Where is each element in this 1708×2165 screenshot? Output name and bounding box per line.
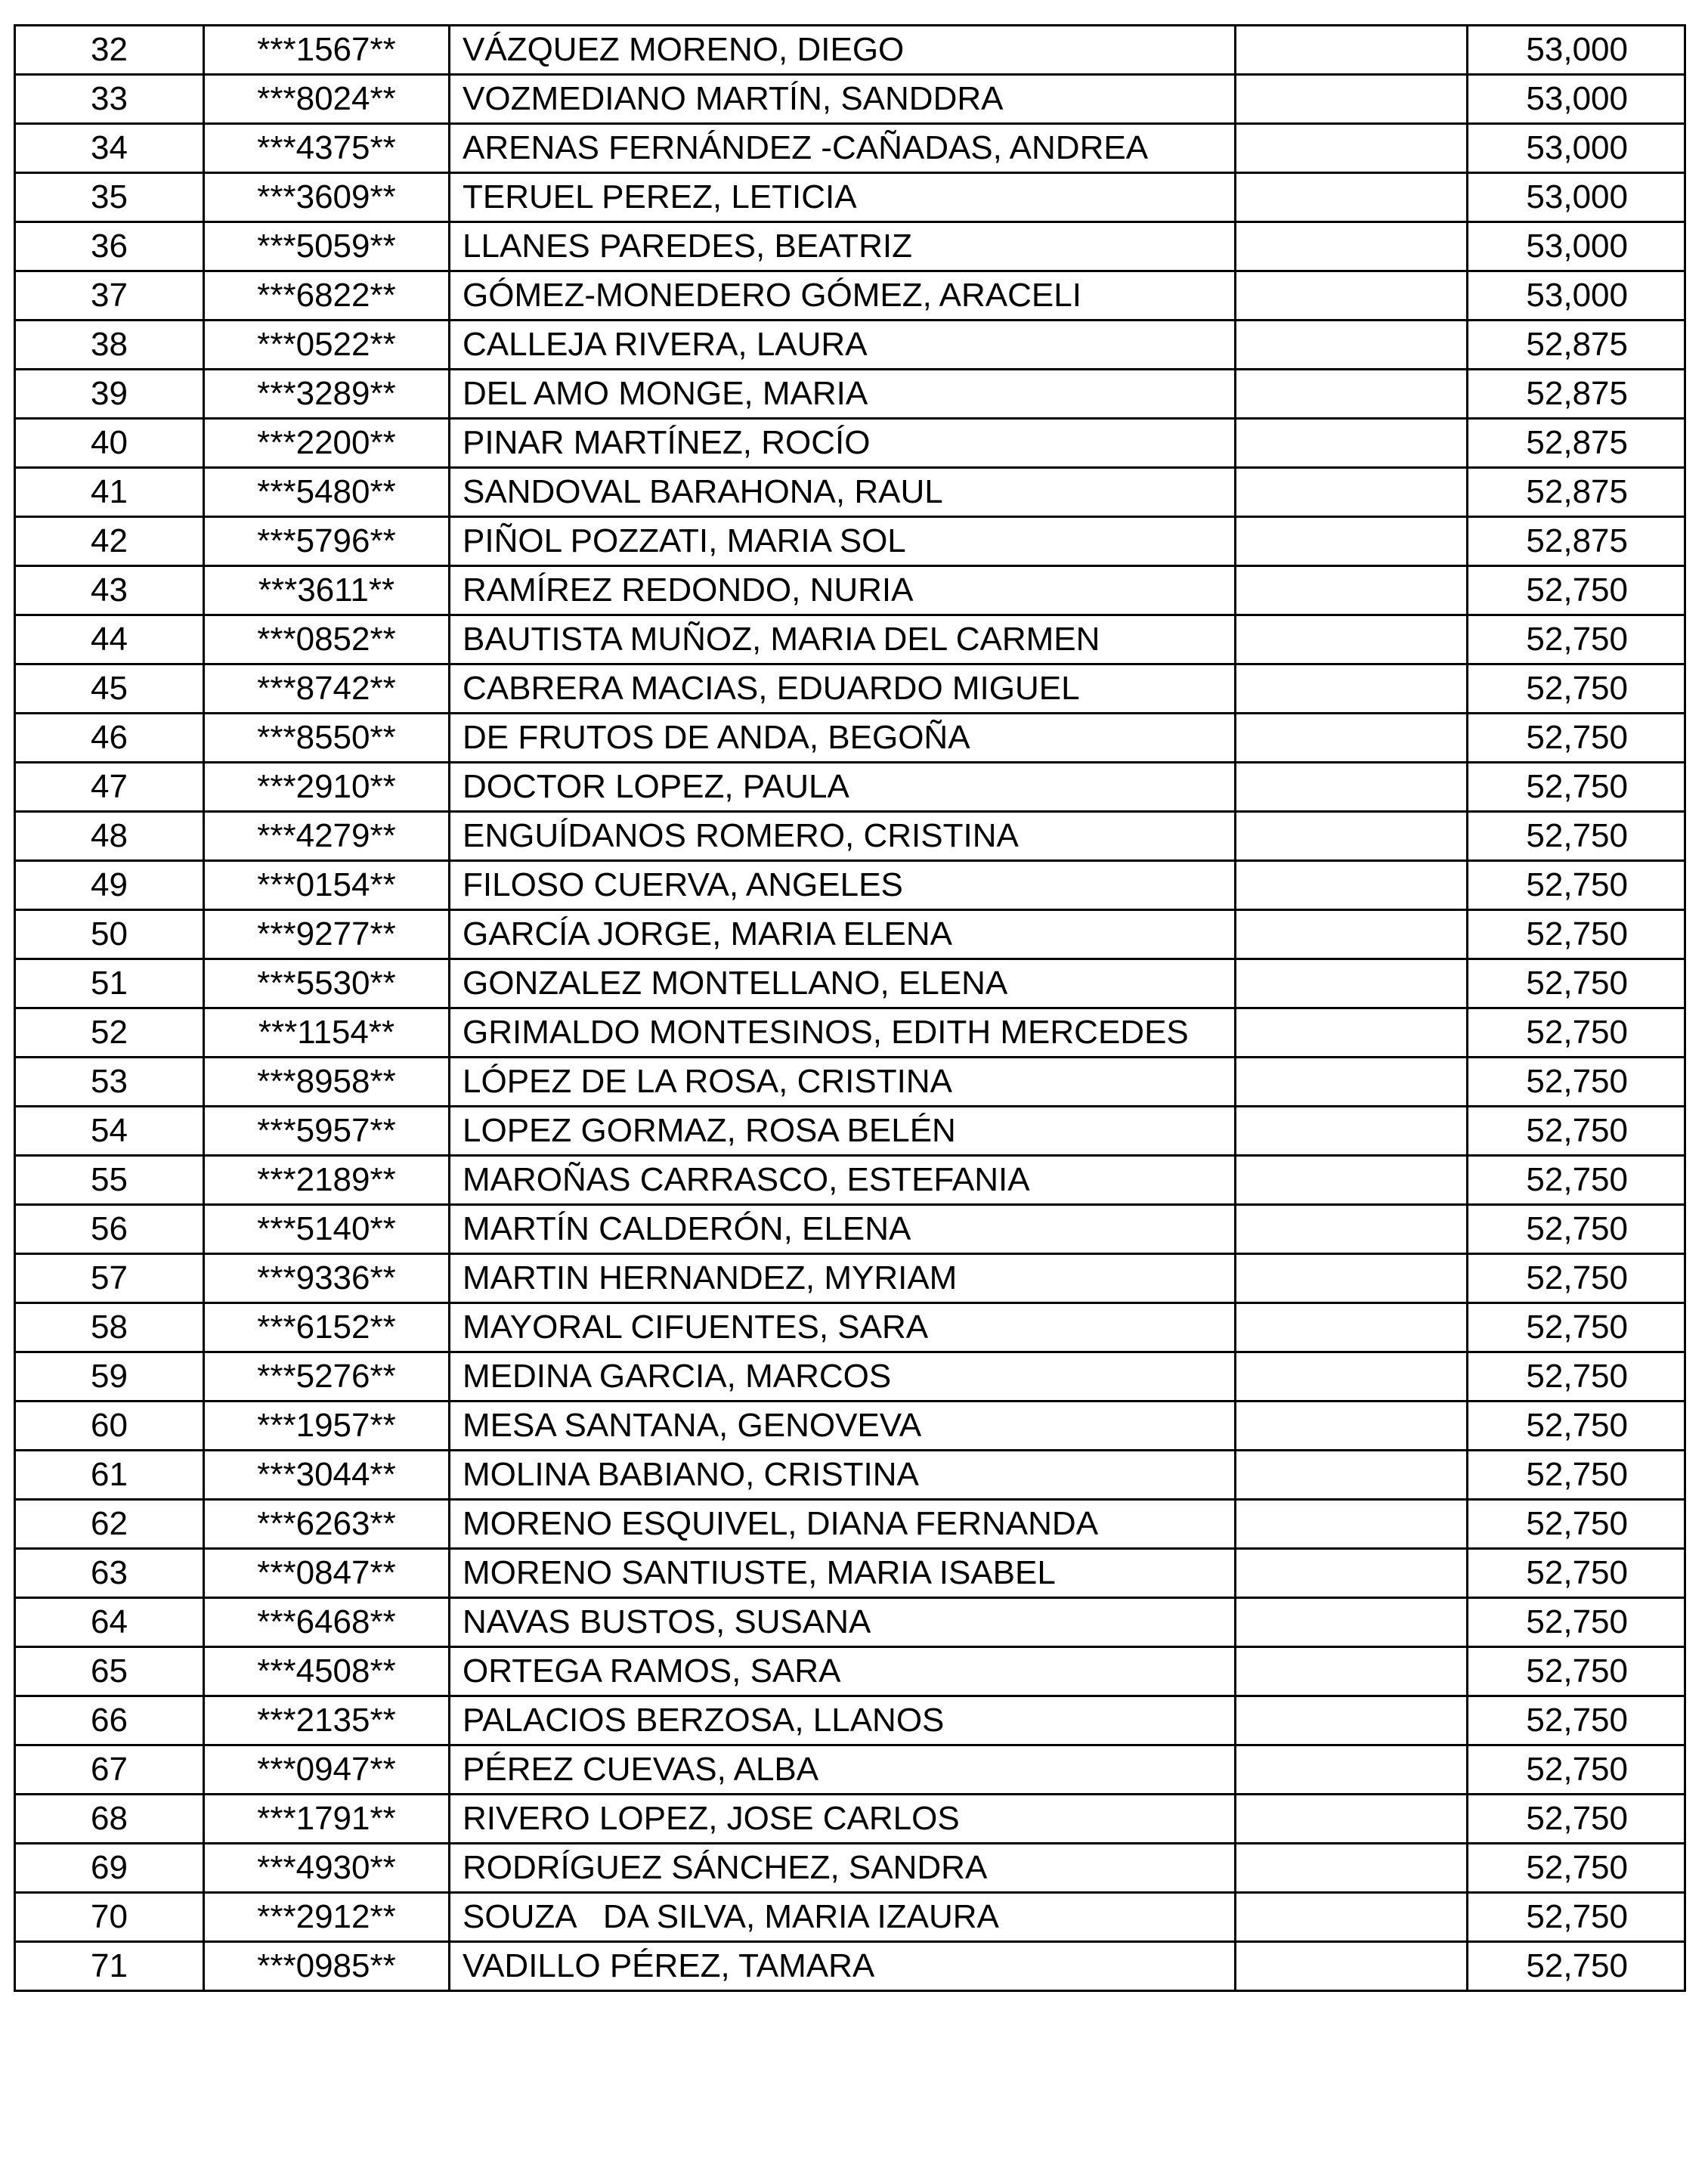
masked-id-cell: ***2912** [204,1893,450,1942]
table-row [15,321,1685,370]
row-number-cell: 53 [15,1058,204,1107]
empty-cell [1236,419,1468,468]
table-row [15,1647,1685,1696]
masked-id-cell: ***8550** [204,714,450,763]
row-number-cell: 58 [15,1303,204,1352]
full-name-cell: LÓPEZ DE LA ROSA, CRISTINA [450,1058,1236,1107]
empty-cell [1236,1795,1468,1844]
score-cell: 52,750 [1468,959,1685,1008]
full-name-cell: GRIMALDO MONTESINOS, EDITH MERCEDES [450,1008,1236,1058]
full-name-cell: CALLEJA RIVERA, LAURA [450,321,1236,370]
masked-id-cell: ***5796** [204,517,450,566]
empty-cell [1236,1205,1468,1254]
row-number-cell: 35 [15,173,204,222]
table-row [15,1254,1685,1303]
score-cell: 52,750 [1468,1205,1685,1254]
score-cell: 52,750 [1468,1156,1685,1205]
full-name-cell: MARTIN HERNANDEZ, MYRIAM [450,1254,1236,1303]
empty-cell [1236,861,1468,910]
empty-cell [1236,714,1468,763]
table-row [15,1549,1685,1598]
score-cell: 52,750 [1468,1352,1685,1402]
table-row [15,812,1685,861]
table-row [15,763,1685,812]
empty-cell [1236,664,1468,714]
table-row [15,1058,1685,1107]
table-row [15,1893,1685,1942]
masked-id-cell: ***5276** [204,1352,450,1402]
empty-cell [1236,1058,1468,1107]
empty-cell [1236,1008,1468,1058]
masked-id-cell: ***4930** [204,1844,450,1893]
score-cell: 52,875 [1468,370,1685,419]
masked-id-cell: ***6822** [204,271,450,321]
empty-cell [1236,1745,1468,1795]
empty-cell [1236,1500,1468,1549]
score-cell: 52,750 [1468,1107,1685,1156]
table-row [15,26,1685,75]
empty-cell [1236,959,1468,1008]
empty-cell [1236,1844,1468,1893]
row-number-cell: 45 [15,664,204,714]
row-number-cell: 37 [15,271,204,321]
row-number-cell: 40 [15,419,204,468]
score-cell: 52,750 [1468,1598,1685,1647]
empty-cell [1236,173,1468,222]
masked-id-cell: ***3609** [204,173,450,222]
table-row [15,861,1685,910]
table-row [15,910,1685,959]
row-number-cell: 34 [15,124,204,173]
empty-cell [1236,615,1468,664]
table-row [15,1303,1685,1352]
row-number-cell: 57 [15,1254,204,1303]
row-number-cell: 69 [15,1844,204,1893]
table-row [15,566,1685,615]
full-name-cell: RODRÍGUEZ SÁNCHEZ, SANDRA [450,1844,1236,1893]
masked-id-cell: ***2910** [204,763,450,812]
table-row [15,1107,1685,1156]
row-number-cell: 56 [15,1205,204,1254]
row-number-cell: 39 [15,370,204,419]
row-number-cell: 41 [15,468,204,517]
score-cell: 52,750 [1468,763,1685,812]
full-name-cell: FILOSO CUERVA, ANGELES [450,861,1236,910]
score-cell: 52,750 [1468,1893,1685,1942]
full-name-cell: RIVERO LOPEZ, JOSE CARLOS [450,1795,1236,1844]
score-cell: 52,750 [1468,1647,1685,1696]
row-number-cell: 65 [15,1647,204,1696]
full-name-cell: DEL AMO MONGE, MARIA [450,370,1236,419]
empty-cell [1236,222,1468,271]
row-number-cell: 47 [15,763,204,812]
masked-id-cell: ***6263** [204,1500,450,1549]
table-row [15,75,1685,124]
masked-id-cell: ***2189** [204,1156,450,1205]
score-cell: 52,750 [1468,615,1685,664]
row-number-cell: 62 [15,1500,204,1549]
full-name-cell: VADILLO PÉREZ, TAMARA [450,1942,1236,1991]
full-name-cell: NAVAS BUSTOS, SUSANA [450,1598,1236,1647]
table-row [15,419,1685,468]
full-name-cell: DOCTOR LOPEZ, PAULA [450,763,1236,812]
full-name-cell: PALACIOS BERZOSA, LLANOS [450,1696,1236,1745]
score-cell: 53,000 [1468,222,1685,271]
table-row [15,959,1685,1008]
score-cell: 52,750 [1468,566,1685,615]
score-cell: 52,875 [1468,517,1685,566]
empty-cell [1236,321,1468,370]
masked-id-cell: ***9277** [204,910,450,959]
masked-id-cell: ***8742** [204,664,450,714]
masked-id-cell: ***3044** [204,1451,450,1500]
full-name-cell: LOPEZ GORMAZ, ROSA BELÉN [450,1107,1236,1156]
masked-id-cell: ***0847** [204,1549,450,1598]
score-cell: 52,750 [1468,1942,1685,1991]
masked-id-cell: ***5957** [204,1107,450,1156]
masked-id-cell: ***0522** [204,321,450,370]
score-cell: 52,750 [1468,1008,1685,1058]
full-name-cell: PÉREZ CUEVAS, ALBA [450,1745,1236,1795]
full-name-cell: MORENO ESQUIVEL, DIANA FERNANDA [450,1500,1236,1549]
table-row [15,1844,1685,1893]
row-number-cell: 54 [15,1107,204,1156]
masked-id-cell: ***2200** [204,419,450,468]
score-cell: 52,750 [1468,1303,1685,1352]
masked-id-cell: ***0852** [204,615,450,664]
masked-id-cell: ***1154** [204,1008,450,1058]
table-row [15,1500,1685,1549]
row-number-cell: 55 [15,1156,204,1205]
empty-cell [1236,517,1468,566]
masked-id-cell: ***1957** [204,1402,450,1451]
empty-cell [1236,1942,1468,1991]
score-cell: 52,750 [1468,714,1685,763]
empty-cell [1236,1647,1468,1696]
full-name-cell: GÓMEZ-MONEDERO GÓMEZ, ARACELI [450,271,1236,321]
score-cell: 52,750 [1468,1795,1685,1844]
score-cell: 52,750 [1468,1745,1685,1795]
full-name-cell: MESA SANTANA, GENOVEVA [450,1402,1236,1451]
score-cell: 53,000 [1468,124,1685,173]
table-row [15,271,1685,321]
row-number-cell: 42 [15,517,204,566]
masked-id-cell: ***0985** [204,1942,450,1991]
score-cell: 52,750 [1468,1254,1685,1303]
table-row [15,1451,1685,1500]
row-number-cell: 50 [15,910,204,959]
row-number-cell: 61 [15,1451,204,1500]
table-row [15,1942,1685,1991]
empty-cell [1236,1254,1468,1303]
row-number-cell: 43 [15,566,204,615]
empty-cell [1236,910,1468,959]
score-cell: 52,750 [1468,1696,1685,1745]
masked-id-cell: ***5480** [204,468,450,517]
full-name-cell: MAROÑAS CARRASCO, ESTEFANIA [450,1156,1236,1205]
row-number-cell: 48 [15,812,204,861]
score-cell: 52,750 [1468,664,1685,714]
table-row [15,1745,1685,1795]
full-name-cell: BAUTISTA MUÑOZ, MARIA DEL CARMEN [450,615,1236,664]
empty-cell [1236,370,1468,419]
row-number-cell: 66 [15,1696,204,1745]
empty-cell [1236,271,1468,321]
table-row [15,615,1685,664]
masked-id-cell: ***5059** [204,222,450,271]
full-name-cell: TERUEL PEREZ, LETICIA [450,173,1236,222]
full-name-cell: LLANES PAREDES, BEATRIZ [450,222,1236,271]
empty-cell [1236,1893,1468,1942]
empty-cell [1236,1352,1468,1402]
score-cell: 52,750 [1468,910,1685,959]
full-name-cell: ARENAS FERNÁNDEZ -CAÑADAS, ANDREA [450,124,1236,173]
masked-id-cell: ***0947** [204,1745,450,1795]
masked-id-cell: ***4375** [204,124,450,173]
results-table [14,24,1686,1992]
masked-id-cell: ***1567** [204,26,450,75]
full-name-cell: PIÑOL POZZATI, MARIA SOL [450,517,1236,566]
score-cell: 52,750 [1468,812,1685,861]
score-cell: 52,875 [1468,419,1685,468]
row-number-cell: 36 [15,222,204,271]
full-name-cell: VÁZQUEZ MORENO, DIEGO [450,26,1236,75]
table-row [15,1696,1685,1745]
masked-id-cell: ***8024** [204,75,450,124]
full-name-cell: VOZMEDIANO MARTÍN, SANDDRA [450,75,1236,124]
row-number-cell: 32 [15,26,204,75]
table-row [15,370,1685,419]
table-row [15,1598,1685,1647]
row-number-cell: 44 [15,615,204,664]
empty-cell [1236,1549,1468,1598]
masked-id-cell: ***5140** [204,1205,450,1254]
masked-id-cell: ***6468** [204,1598,450,1647]
row-number-cell: 71 [15,1942,204,1991]
empty-cell [1236,124,1468,173]
empty-cell [1236,566,1468,615]
empty-cell [1236,1107,1468,1156]
full-name-cell: SANDOVAL BARAHONA, RAUL [450,468,1236,517]
masked-id-cell: ***1791** [204,1795,450,1844]
row-number-cell: 49 [15,861,204,910]
full-name-cell: ORTEGA RAMOS, SARA [450,1647,1236,1696]
row-number-cell: 33 [15,75,204,124]
masked-id-cell: ***8958** [204,1058,450,1107]
score-cell: 53,000 [1468,75,1685,124]
row-number-cell: 68 [15,1795,204,1844]
score-cell: 52,750 [1468,861,1685,910]
table-row [15,1352,1685,1402]
row-number-cell: 70 [15,1893,204,1942]
full-name-cell: MOLINA BABIANO, CRISTINA [450,1451,1236,1500]
full-name-cell: RAMÍREZ REDONDO, NURIA [450,566,1236,615]
row-number-cell: 38 [15,321,204,370]
full-name-cell: SOUZA DA SILVA, MARIA IZAURA [450,1893,1236,1942]
table-row [15,173,1685,222]
table-row [15,517,1685,566]
score-cell: 52,875 [1468,468,1685,517]
score-cell: 53,000 [1468,173,1685,222]
empty-cell [1236,1451,1468,1500]
score-cell: 53,000 [1468,26,1685,75]
empty-cell [1236,1156,1468,1205]
table-row [15,124,1685,173]
row-number-cell: 60 [15,1402,204,1451]
table-row [15,1402,1685,1451]
row-number-cell: 63 [15,1549,204,1598]
row-number-cell: 59 [15,1352,204,1402]
score-cell: 52,750 [1468,1451,1685,1500]
full-name-cell: PINAR MARTÍNEZ, ROCÍO [450,419,1236,468]
full-name-cell: MEDINA GARCIA, MARCOS [450,1352,1236,1402]
empty-cell [1236,75,1468,124]
masked-id-cell: ***3289** [204,370,450,419]
full-name-cell: DE FRUTOS DE ANDA, BEGOÑA [450,714,1236,763]
masked-id-cell: ***6152** [204,1303,450,1352]
masked-id-cell: ***5530** [204,959,450,1008]
score-cell: 52,750 [1468,1402,1685,1451]
score-cell: 52,750 [1468,1058,1685,1107]
row-number-cell: 52 [15,1008,204,1058]
table-row [15,1795,1685,1844]
row-number-cell: 51 [15,959,204,1008]
empty-cell [1236,26,1468,75]
score-cell: 52,750 [1468,1549,1685,1598]
row-number-cell: 64 [15,1598,204,1647]
table-row [15,468,1685,517]
masked-id-cell: ***3611** [204,566,450,615]
score-cell: 52,750 [1468,1844,1685,1893]
full-name-cell: MARTÍN CALDERÓN, ELENA [450,1205,1236,1254]
empty-cell [1236,1402,1468,1451]
table-row [15,222,1685,271]
row-number-cell: 67 [15,1745,204,1795]
empty-cell [1236,1303,1468,1352]
table-row [15,1008,1685,1058]
masked-id-cell: ***4279** [204,812,450,861]
table-row [15,1156,1685,1205]
masked-id-cell: ***2135** [204,1696,450,1745]
table-row [15,664,1685,714]
score-cell: 52,750 [1468,1500,1685,1549]
full-name-cell: GARCÍA JORGE, MARIA ELENA [450,910,1236,959]
score-cell: 53,000 [1468,271,1685,321]
empty-cell [1236,1598,1468,1647]
empty-cell [1236,1696,1468,1745]
score-cell: 52,875 [1468,321,1685,370]
full-name-cell: CABRERA MACIAS, EDUARDO MIGUEL [450,664,1236,714]
empty-cell [1236,812,1468,861]
masked-id-cell: ***9336** [204,1254,450,1303]
masked-id-cell: ***0154** [204,861,450,910]
table-row [15,714,1685,763]
masked-id-cell: ***4508** [204,1647,450,1696]
table-row [15,1205,1685,1254]
full-name-cell: MORENO SANTIUSTE, MARIA ISABEL [450,1549,1236,1598]
full-name-cell: GONZALEZ MONTELLANO, ELENA [450,959,1236,1008]
table-body [15,26,1685,1991]
row-number-cell: 46 [15,714,204,763]
empty-cell [1236,763,1468,812]
full-name-cell: ENGUÍDANOS ROMERO, CRISTINA [450,812,1236,861]
empty-cell [1236,468,1468,517]
full-name-cell: MAYORAL CIFUENTES, SARA [450,1303,1236,1352]
